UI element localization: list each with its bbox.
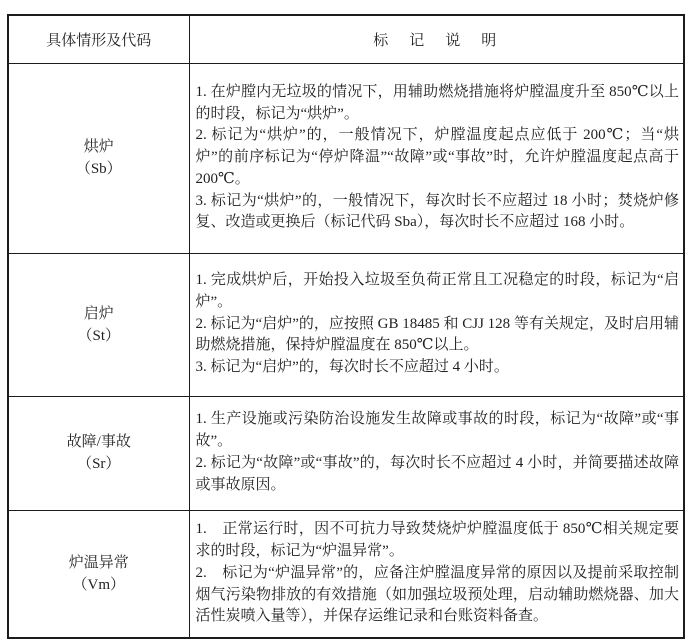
- explanation-cell: [189, 63, 684, 253]
- situation-label: 启炉: [83, 305, 114, 322]
- situation-label: 炉温异常: [68, 554, 129, 571]
- explanation-item: 2. 标记为“烘炉”的，一般情况下，炉膛温度起点应低于 200℃；当“烘炉”的前序标记为“停炉降温”“故障”或“事故”时，允许炉膛温度起点高于 200℃。: [195, 127, 679, 187]
- marking-explanation-table: [7, 14, 685, 639]
- table-row: [8, 253, 684, 396]
- explanation-item: 2. 标记为“炉温异常”的，应备注炉膛温度异常的原因以及提前采取控制烟气污染物排放的有效措施（如加强垃圾预处理，启动辅助燃烧器、加大活性炭喷入量等），并保存运维记录和台账资料备查。: [195, 564, 679, 625]
- situation-label: 烘炉: [83, 139, 114, 155]
- situation-code: （Sb）: [75, 161, 122, 177]
- situation-label: 故障/事故: [66, 434, 131, 450]
- table-row: [8, 63, 684, 253]
- table-row: [8, 396, 684, 510]
- explanation-item: 2. 标记为“启炉”的，应按照 GB 18485 和 CJJ 128 等有关规定，及时启用辅助燃烧措施，保持炉膛温度在 850℃以上。: [195, 315, 679, 354]
- situation-code: （Vm）: [72, 576, 125, 593]
- situation-cell: [8, 510, 189, 638]
- explanation-item: 1. 在炉膛内无垃圾的情况下，用辅助燃烧措施将炉膛温度升至 850℃以上的时段，标记为“烘炉”。: [195, 83, 679, 122]
- table-header-row: [8, 15, 684, 63]
- explanation-cell: [189, 253, 684, 396]
- situation-cell: [8, 63, 189, 253]
- explanation-item: 1. 生产设施或污染防治设施发生故障或事故的时段，标记为“故障”或“事故”。: [195, 411, 679, 450]
- explanation-cell: [189, 396, 684, 510]
- table-row: [8, 510, 684, 638]
- header-mark-explanation: 标 记 说 明: [189, 15, 684, 63]
- header-situation-and-code: 具体情形及代码: [8, 15, 189, 63]
- explanation-item: 1. 正常运行时，因不可抗力导致焚烧炉炉膛温度低于 850℃相关规定要求的时段，标记为“炉温异常”。: [195, 521, 679, 560]
- situation-code: （St）: [77, 327, 120, 344]
- explanation-item: 3. 标记为“启炉”的，每次时长不应超过 4 小时。: [195, 359, 509, 376]
- explanation-item: 2. 标记为“故障”或“事故”的，每次时长不应超过 4 小时，并简要描述故障或事故原因。: [195, 455, 679, 493]
- explanation-cell: [189, 510, 684, 638]
- explanation-item: 1. 完成烘炉后，开始投入垃圾至负荷正常且工况稳定的时段，标记为“启炉”。: [195, 272, 679, 310]
- situation-cell: [8, 253, 189, 396]
- explanation-item: 3. 标记为“烘炉”的，一般情况下，每次时长不应超过 18 小时；焚烧炉修复、改造或更换后（标记代码 Sba），每次时长不应超过 168 小时。: [195, 192, 679, 231]
- situation-code: （Sr）: [77, 456, 121, 472]
- situation-cell: [8, 396, 189, 510]
